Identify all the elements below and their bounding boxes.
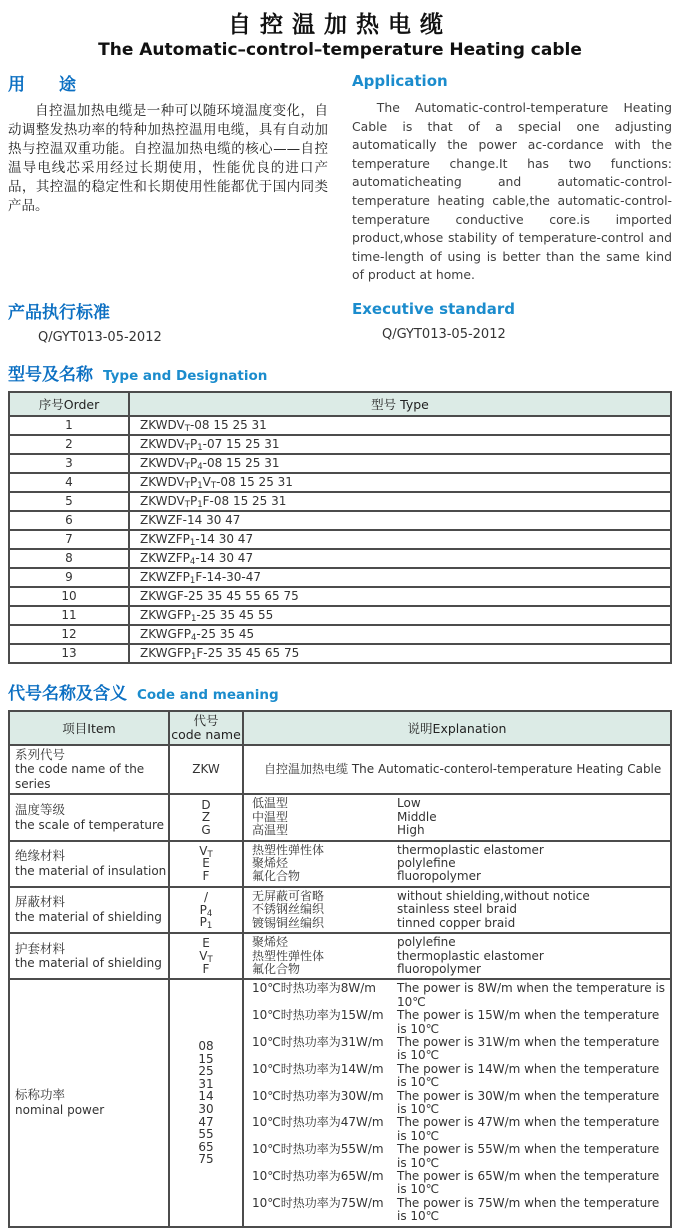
table-row — [9, 587, 671, 606]
code-table-header-row — [9, 711, 671, 745]
table-row — [9, 530, 671, 549]
standard-column-zh — [8, 298, 328, 345]
page-title: 自控温加热电缆 — [228, 12, 452, 38]
code-cell: ZKW — [169, 745, 243, 795]
order-cell: 5 — [9, 492, 129, 511]
table-row — [9, 416, 671, 435]
code-heading-zh: 代号名称及含义 — [8, 683, 127, 704]
table-row — [9, 568, 671, 587]
code-cell: D Z G — [169, 794, 243, 840]
type-cell: $ZKWDV_TP_1-07$ 15 25 31 — [129, 435, 671, 454]
type-cell: $ZKWDV_T-08$ 15 25 31 — [129, 416, 671, 435]
order-cell: 1 — [9, 416, 129, 435]
type-cell: $ZKWDV_TP_1F-08$ 15 25 31 — [129, 492, 671, 511]
standard-value-en: Q/GYT013-05-2012 — [382, 326, 506, 342]
table-row — [9, 625, 671, 644]
type-heading-en: Type and Designation — [103, 367, 268, 384]
standard-column-en — [352, 298, 672, 345]
type-table-header-order: 序号Order — [9, 392, 129, 416]
type-heading-zh: 型号及名称 — [8, 364, 93, 385]
table-row — [9, 841, 671, 887]
type-table-header-type: 型号 Type — [129, 392, 671, 416]
code-cell: $V_T$ E F — [169, 841, 243, 887]
page-subtitle: The Automatic–control–temperature Heating cable — [98, 40, 582, 60]
order-cell: 2 — [9, 435, 129, 454]
application-column-en — [352, 70, 672, 285]
application-section — [8, 70, 672, 285]
type-cell: ZKWZF-14 30 47 — [129, 511, 671, 530]
order-cell: 13 — [9, 644, 129, 663]
code-heading-en: Code and meaning — [137, 686, 279, 703]
code-cell: 08 15 25 31 14 30 47 55 65 75 — [169, 979, 243, 1226]
application-column-zh — [8, 70, 328, 285]
table-row — [9, 644, 671, 663]
order-cell: 12 — [9, 625, 129, 644]
order-cell: 4 — [9, 473, 129, 492]
order-cell: 8 — [9, 549, 129, 568]
type-cell: ZKWGF-25 35 45 55 65 75 — [129, 587, 671, 606]
item-cell: 温度等级 the scale of temperature — [9, 794, 169, 840]
type-table-header-row — [9, 392, 671, 416]
table-row — [9, 933, 671, 979]
standard-section — [8, 298, 672, 345]
table-row — [9, 794, 671, 840]
item-cell: 标称功率 nominal power — [9, 979, 169, 1226]
order-cell: 6 — [9, 511, 129, 530]
explanation-cell: 无屏蔽可省略 without shielding,without notice 不锈钢丝编织 stainless steel braid 镀锡铜丝编织 tinned copper braid — [243, 887, 671, 933]
code-table-header-item: 项目Item — [9, 711, 169, 745]
table-row — [9, 979, 671, 1226]
type-table — [8, 391, 672, 664]
table-row — [9, 492, 671, 511]
table-row — [9, 745, 671, 795]
code-table-header-code: 代号 code name — [169, 711, 243, 745]
item-cell: 系列代号 the code name of the series — [9, 745, 169, 795]
table-row — [9, 549, 671, 568]
application-body-en: The Automatic-control-temperature Heating Cable is that of a special one adjusting automatically the power ac-cordance with the temperature change.It has two functions: automaticheating and automatic-control-temperature heating cable,the automatic-control-temperature conductive core.is imported product,whose stability of temperature-control and time-length of using is better than the same kind of product at home. — [352, 100, 672, 283]
standard-value-zh: Q/GYT013-05-2012 — [38, 329, 162, 345]
table-row — [9, 454, 671, 473]
type-cell: $ZKWZFP_1-14$ 30 47 — [129, 530, 671, 549]
explanation-cell: 自控温加热电缆 The Automatic-conterol-temperature Heating Cable — [243, 745, 671, 795]
explanation-cell: 10℃时热功率为8W/m The power is 8W/m when the temperature is 10℃ 10℃时热功率为15W/m The power is 15W/m when the temperature is 10℃ 10℃时热功率为31W/m The power is 31W/m when the temperature is 10℃ 10℃时热功率为14W/m The power is 14W/m when the temperature is 10℃ 10℃时热功率为30W/m The power is 30W/m when the temperature is 10℃ 10℃时热功率为47W/m The power is 47W/m when the temperature is 10℃ 10℃时热功率为55W/m The power is 55W/m when the temperature is 10℃ 10℃时热功率为65W/m The power is 65W/m when the temperature is 10℃ 10℃时热功率为75W/m The power is 75W/m when the temperature is 10℃ — [243, 979, 671, 1226]
explanation-cell: 热塑性弹性体 thermoplastic elastomer 聚烯烃 polylefine 氟化合物 fluoropolymer — [243, 841, 671, 887]
application-heading-zh: 用 途 — [8, 75, 76, 95]
application-body-zh: 自控温加热电缆是一种可以随环境温度变化，自动调整发热功率的特种加热控温用电缆，具有自动加热与控温双重功能。自控温加热电缆的核心——自控温导电线芯采用经过长期使用，性能优良的进口产品，其控温的稳定性和长期使用性能都优于国内同类产品。 — [8, 103, 328, 214]
code-table-header-explanation: 说明Explanation — [243, 711, 671, 745]
order-cell: 11 — [9, 606, 129, 625]
order-cell: 9 — [9, 568, 129, 587]
type-cell: $ZKWDV_TP_4-08$ 15 25 31 — [129, 454, 671, 473]
type-cell: $ZKWZFP_1F-14-30-47$ — [129, 568, 671, 587]
item-cell: 护套材料 the material of shielding — [9, 933, 169, 979]
type-cell: $ZKWZFP_4-14$ 30 47 — [129, 549, 671, 568]
table-row — [9, 606, 671, 625]
explanation-cell: 聚烯烃 polylefine 热塑性弹性体 thermoplastic elastomer 氟化合物 fluoropolymer — [243, 933, 671, 979]
standard-heading-zh: 产品执行标准 — [8, 302, 110, 323]
type-cell: $ZKWGFP_1F-25$ 35 45 65 75 — [129, 644, 671, 663]
order-cell: 7 — [9, 530, 129, 549]
table-row — [9, 887, 671, 933]
explanation-cell: 低温型 Low 中温型 Middle 高温型 High — [243, 794, 671, 840]
order-cell: 3 — [9, 454, 129, 473]
code-section-heading — [8, 679, 672, 704]
table-row — [9, 435, 671, 454]
code-cell: E $V_T$ F — [169, 933, 243, 979]
standard-heading-en: Executive standard — [352, 299, 516, 318]
application-heading-en: Application — [352, 72, 448, 90]
code-cell: / $P_4$ $P_1$ — [169, 887, 243, 933]
item-cell: 屏蔽材料 the material of shielding — [9, 887, 169, 933]
table-row — [9, 511, 671, 530]
order-cell: 10 — [9, 587, 129, 606]
type-section-heading — [8, 360, 672, 385]
code-table — [8, 710, 672, 1228]
item-cell: 绝缘材料 the material of insulation — [9, 841, 169, 887]
type-cell: $ZKWDV_TP_1V_T-08$ 15 25 31 — [129, 473, 671, 492]
table-row — [9, 473, 671, 492]
type-cell: $ZKWGFP_1-25$ 35 45 55 — [129, 606, 671, 625]
type-cell: $ZKWGFP_4-25$ 35 45 — [129, 625, 671, 644]
